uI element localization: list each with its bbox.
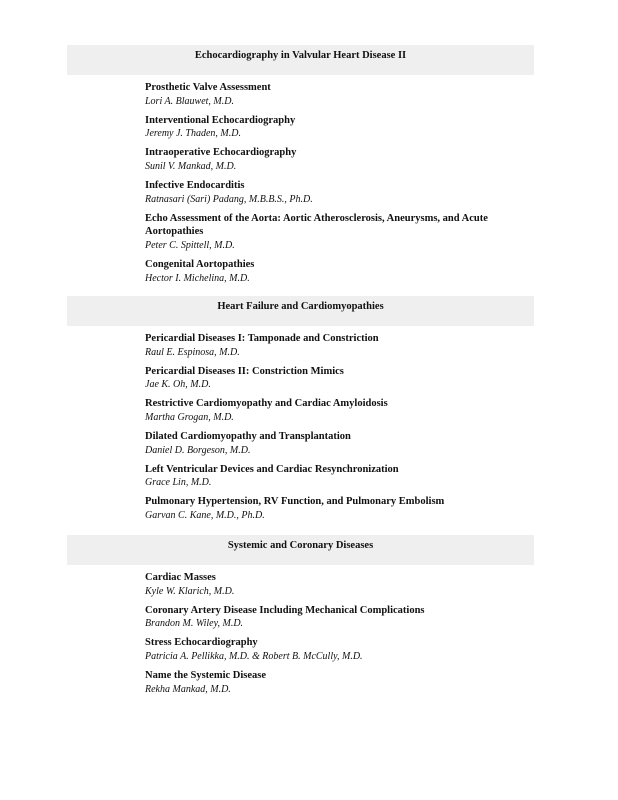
session-entry <box>145 332 534 359</box>
session-title: Interventional Echocardiography <box>145 114 296 126</box>
session-title: Coronary Artery Disease Including Mechanical Complications <box>145 604 425 616</box>
session-title: Cardiac Masses <box>145 572 216 583</box>
session-speaker: Daniel D. Borgeson, M.D. <box>145 444 251 456</box>
session-speaker: Kyle W. Klarich, M.D. <box>145 585 235 597</box>
session-title: Stress Echocardiography <box>145 637 258 649</box>
session-entry <box>145 179 534 206</box>
session-title: Pulmonary Hypertension, RV Function, and Pulmonary Embolism <box>145 496 445 508</box>
session-title: Dilated Cardiomyopathy and Transplantation <box>145 431 351 443</box>
section-heart-failure <box>67 296 534 528</box>
session-entry <box>145 397 534 424</box>
session-title: Left Ventricular Devices and Cardiac Resynchronization <box>145 463 399 475</box>
session-speaker: Sunil V. Mankad, M.D. <box>145 160 237 172</box>
session-entry <box>145 636 534 663</box>
section-header <box>67 45 534 75</box>
session-speaker: Garvan C. Kane, M.D., Ph.D. <box>145 510 265 522</box>
session-entry <box>145 604 534 631</box>
session-title: Intraoperative Echocardiography <box>145 147 297 159</box>
session-title: Name the Systemic Disease <box>145 670 267 682</box>
session-speaker: Patricia A. Pellikka, M.D. & Robert B. McCully, M.D. <box>145 650 363 662</box>
session-entry <box>145 258 534 285</box>
session-title: Infective Endocarditis <box>145 180 245 192</box>
session-entry <box>145 212 534 253</box>
session-speaker: Brandon M. Wiley, M.D. <box>145 618 244 630</box>
session-entry <box>145 365 534 392</box>
session-speaker: Martha Grogan, M.D. <box>145 411 234 423</box>
session-entry <box>145 146 534 173</box>
session-title: Congenital Aortopathies <box>145 259 255 271</box>
session-entry <box>145 571 534 598</box>
session-entry <box>145 430 534 457</box>
session-speaker: Jeremy J. Thaden, M.D. <box>145 128 241 140</box>
session-entry <box>145 669 534 696</box>
session-speaker: Ratnasari (Sari) Padang, M.B.B.S., Ph.D. <box>145 193 313 205</box>
session-speaker: Lori A. Blauwet, M.D. <box>145 95 234 107</box>
session-entry <box>145 114 534 141</box>
section-systemic-coronary <box>67 535 534 702</box>
session-speaker: Hector I. Michelina, M.D. <box>145 272 250 284</box>
section-title: Systemic and Coronary Diseases <box>227 540 374 551</box>
session-entry <box>145 463 534 490</box>
session-speaker: Raul E. Espinosa, M.D. <box>145 346 240 358</box>
session-speaker: Jae K. Oh, M.D. <box>145 379 211 391</box>
session-title: Pericardial Diseases II: Constriction Mimics <box>145 365 344 377</box>
session-title: Echo Assessment of the Aorta: Aortic Atherosclerosis, Aneurysms, and Acute Aortopathies <box>145 212 488 238</box>
session-speaker: Rekha Mankad, M.D. <box>145 683 231 695</box>
session-title: Restrictive Cardiomyopathy and Cardiac Amyloidosis <box>145 398 388 410</box>
session-title: Pericardial Diseases I: Tamponade and Constriction <box>145 333 379 344</box>
session-speaker: Grace Lin, M.D. <box>145 477 212 489</box>
section-valvular-heart-disease <box>67 45 534 291</box>
session-title: Prosthetic Valve Assessment <box>145 82 271 93</box>
session-entry <box>145 495 534 522</box>
section-header <box>67 535 534 565</box>
section-header <box>67 296 534 326</box>
section-title: Echocardiography in Valvular Heart Disease II <box>194 50 407 61</box>
session-speaker: Peter C. Spittell, M.D. <box>145 239 235 251</box>
section-title: Heart Failure and Cardiomyopathies <box>217 301 384 312</box>
session-entry <box>145 81 534 108</box>
